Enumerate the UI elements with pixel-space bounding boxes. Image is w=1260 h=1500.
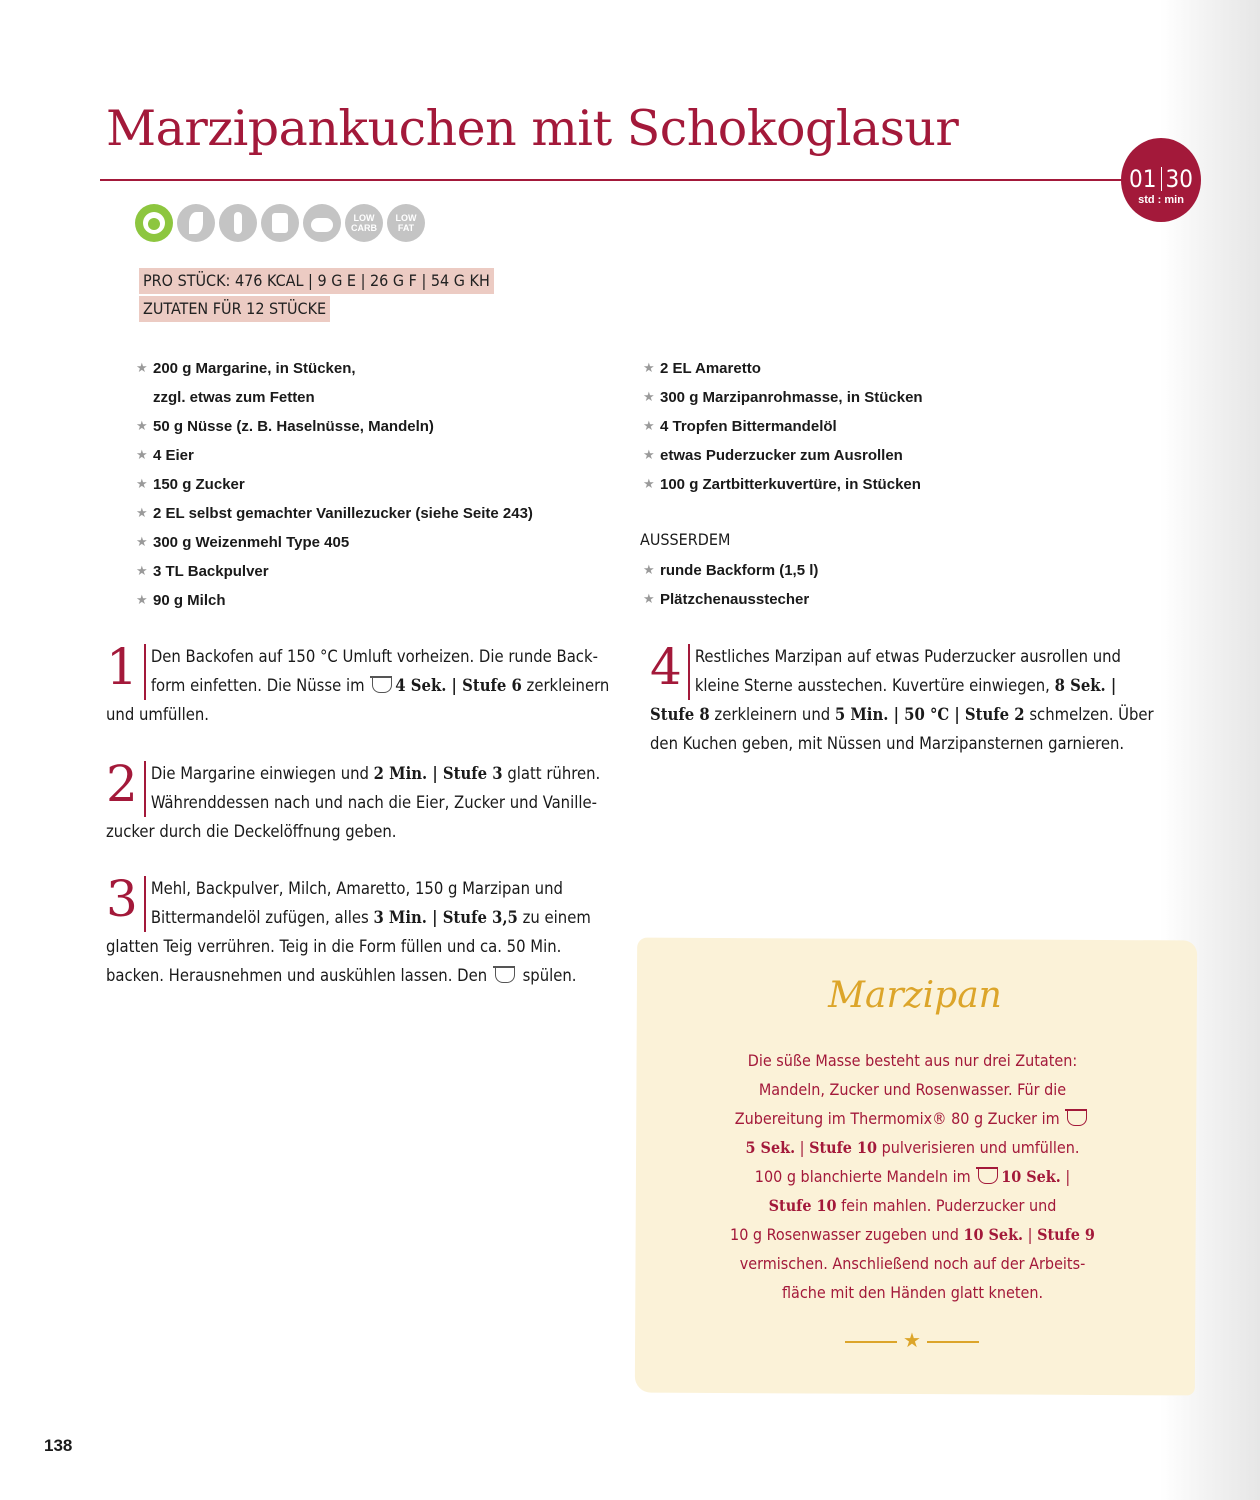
ingredient-item: ★ 100 g Zartbitterkuvertüre, in Stücken bbox=[643, 470, 923, 499]
star-bullet-icon: ★ bbox=[136, 505, 148, 520]
extras-heading: AUSSERDEM bbox=[640, 530, 731, 549]
step-divider bbox=[144, 876, 146, 932]
page-number: 138 bbox=[44, 1436, 73, 1455]
star-bullet-icon: ★ bbox=[136, 360, 148, 375]
time-minutes: 30 bbox=[1165, 165, 1193, 193]
ingredient-item: ★ 50 g Nüsse (z. B. Haselnüsse, Mandeln) bbox=[136, 412, 533, 441]
time-badge bbox=[1121, 138, 1201, 222]
star-bullet-icon: ★ bbox=[136, 563, 148, 578]
nutrition-info: PRO STÜCK: 476 KCAL | 9 G E | 26 G F | 54 G KH bbox=[139, 268, 494, 294]
time-unit: std : min bbox=[1138, 194, 1184, 206]
ingredient-item: zzgl. etwas zum Fetten bbox=[153, 389, 315, 406]
star-bullet-icon: ★ bbox=[136, 592, 148, 607]
step-4: 4 Restliches Marzipan auf etwas Puderzucker ausrollen und kleine Sterne ausstechen. Kuvertüre einwiegen, 8 Sek. | Stufe 8 zerkleinern und 5 Min. | 50 °C | Stufe 2 schmelzen. Über den Kuchen geben, mit Nüssen und Marzipansternen garnieren. bbox=[650, 638, 1154, 753]
star-bullet-icon: ★ bbox=[136, 418, 148, 433]
recipe-title: Marzipankuchen mit Schokoglasur bbox=[106, 100, 959, 157]
diet-icons bbox=[135, 204, 425, 242]
nutrition-block bbox=[139, 268, 494, 324]
star-bullet-icon: ★ bbox=[643, 562, 655, 577]
vegetarian-icon bbox=[135, 204, 173, 242]
star-bullet-icon: ★ bbox=[643, 360, 655, 375]
step-number: 2 bbox=[106, 755, 138, 813]
star-bullet-icon: ★ bbox=[136, 447, 148, 462]
ingredient-item: ★ etwas Puderzucker zum Ausrollen bbox=[643, 441, 923, 470]
sugarfree-icon bbox=[303, 204, 341, 242]
step-number: 3 bbox=[106, 870, 138, 928]
star-bullet-icon: ★ bbox=[643, 389, 655, 404]
glutenfree-wheat-icon bbox=[219, 204, 257, 242]
ingredient-item: ★ 2 EL Amaretto bbox=[643, 354, 923, 383]
ingredient-item: ★ 4 Tropfen Bittermandelöl bbox=[643, 412, 923, 441]
star-bullet-icon: ★ bbox=[643, 418, 655, 433]
step-3: 3 Mehl, Backpulver, Milch, Amaretto, 150 g Marzipan und Bittermandelöl zufügen, alles 3 Min. | Stufe 3,5 zu einem glatten Teig verrühren. Teig in die Form füllen und ca. 50 Min. backen. Herausnehmen und auskühlen lassen. Den spülen. bbox=[106, 870, 591, 985]
mixing-bowl-icon bbox=[978, 1169, 998, 1184]
ingredient-item: ★ 4 Eier bbox=[136, 441, 533, 470]
low-carb-icon: LOW CARB bbox=[345, 204, 383, 242]
ingredient-item: ★ 90 g Milch bbox=[136, 586, 533, 615]
star-divider bbox=[845, 1330, 980, 1354]
low-fat-icon: LOW FAT bbox=[387, 204, 425, 242]
star-icon: ★ bbox=[903, 1330, 921, 1352]
ingredient-item: ★ 200 g Margarine, in Stücken, bbox=[136, 354, 533, 383]
ingredient-item: ★ 3 TL Backpulver bbox=[136, 557, 533, 586]
extra-item: ★ runde Backform (1,5 l) bbox=[643, 556, 818, 585]
step-divider bbox=[688, 644, 690, 700]
star-bullet-icon: ★ bbox=[136, 534, 148, 549]
title-rule bbox=[100, 179, 1130, 181]
ingredient-item: ★ 300 g Weizenmehl Type 405 bbox=[136, 528, 533, 557]
lactosefree-icon bbox=[261, 204, 299, 242]
mixing-bowl-icon bbox=[372, 678, 392, 693]
star-bullet-icon: ★ bbox=[643, 447, 655, 462]
extras-list bbox=[643, 556, 818, 614]
step-divider bbox=[144, 644, 146, 700]
ingredient-item: ★ 150 g Zucker bbox=[136, 470, 533, 499]
divider-line bbox=[845, 1341, 897, 1343]
step-number: 4 bbox=[650, 638, 682, 696]
ingredient-item: ★ 300 g Marzipanrohmasse, in Stücken bbox=[643, 383, 923, 412]
star-bullet-icon: ★ bbox=[643, 476, 655, 491]
step-2: 2 Die Margarine einwiegen und 2 Min. | Stufe 3 glatt rühren. Währenddessen nach und nach die Eier, Zucker und Vanille- zucker durch die Deckelöffnung geben. bbox=[106, 755, 601, 841]
divider-line bbox=[927, 1341, 979, 1343]
star-bullet-icon: ★ bbox=[643, 591, 655, 606]
mixing-bowl-icon bbox=[495, 968, 515, 983]
extra-item: ★ Plätzchenausstecher bbox=[643, 585, 818, 614]
ingredients-right bbox=[643, 354, 923, 499]
star-bullet-icon: ★ bbox=[136, 476, 148, 491]
step-divider bbox=[144, 761, 146, 817]
time-separator bbox=[1161, 167, 1162, 191]
step-number: 1 bbox=[106, 638, 138, 696]
tip-title: Marzipan bbox=[828, 975, 1002, 1016]
ingredient-item: ★ 2 EL selbst gemachter Vanillezucker (siehe Seite 243) bbox=[136, 499, 533, 528]
mixing-bowl-icon bbox=[1067, 1111, 1087, 1126]
ingredients-left bbox=[136, 354, 533, 615]
tip-text: Die süße Masse besteht aus nur drei Zutaten: Mandeln, Zucker und Rosenwasser. Für die Zubereitung im Thermomix® 80 g Zucker im 5 Sek. | Stufe 10 pulverisieren und umfüllen. 100 g blanchierte Mandeln im 10 Sek. | Stufe 10 fein mahlen. Puderzucker und 10 g Rosenwasser zugeben und 10 Sek. | Stufe 9 vermischen. Anschließend noch auf der Arbeits- fläche mit den Händen glatt kneten. bbox=[730, 1051, 1095, 1302]
servings-info: ZUTATEN FÜR 12 STÜCKE bbox=[139, 296, 330, 322]
vegan-leaf-icon bbox=[177, 204, 215, 242]
step-1: 1 Den Backofen auf 150 °C Umluft vorheizen. Die runde Back- form einfetten. Die Nüsse im 4 Sek. | Stufe 6 zerkleinern und umfüllen. bbox=[106, 638, 610, 724]
time-hours: 01 bbox=[1129, 165, 1157, 193]
